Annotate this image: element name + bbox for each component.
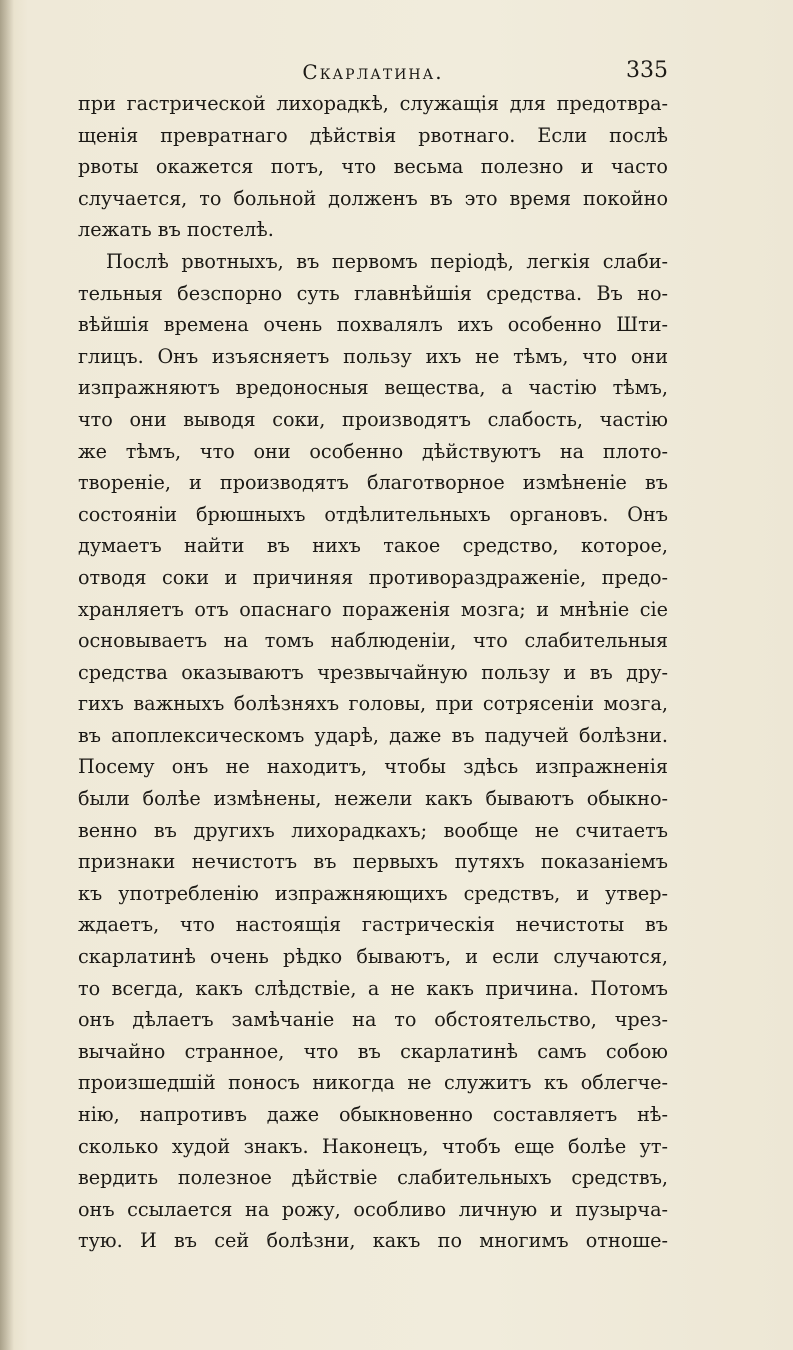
page-number: 335 [626, 58, 668, 83]
text-line: произшедшій поносъ никогда не служитъ къ облегче- [78, 1071, 668, 1095]
text-line: Посему онъ не находитъ, чтобы здѣсь изпражненія [78, 755, 668, 779]
text-line: же тѣмъ, что они особенно дѣйствуютъ на плото- [78, 439, 668, 463]
text-line: основываетъ на томъ наблюденіи, что слабительныя [78, 629, 668, 653]
text-line: случается, то больной долженъ въ это время покойно [78, 186, 668, 210]
text-line: въ апоплексическомъ ударѣ, даже въ падучей болѣзни. [78, 723, 668, 747]
running-head: Скарлатина. [302, 60, 444, 84]
text-line: онъ дѣлаетъ замѣчаніе на то обстоятельство, чрез- [78, 1008, 668, 1032]
text-line: рвоты окажется потъ, что весьма полезно и часто [78, 155, 668, 179]
text-line: ждаетъ, что настоящія гастрическія нечистоты въ [78, 913, 668, 937]
text-line: то всегда, какъ слѣдствіе, а не какъ причина. Потомъ [78, 976, 668, 1000]
page-header [78, 60, 668, 90]
text-line: глицъ. Онъ изъясняетъ пользу ихъ не тѣмъ, что они [78, 344, 668, 368]
text-line: онъ ссылается на рожу, особливо личную и пузырча- [78, 1197, 668, 1221]
text-line: средства оказываютъ чрезвычайную пользу и въ дру- [78, 660, 668, 684]
body-text [78, 88, 668, 1257]
text-line: вердить полезное дѣйствіе слабительныхъ средствъ, [78, 1166, 668, 1190]
text-line: лежать въ постелѣ. [78, 218, 274, 242]
text-line: венно въ другихъ лихорадкахъ; вообще не считаетъ [78, 818, 668, 842]
text-line: скарлатинѣ очень рѣдко бываютъ, и если случаются, [78, 945, 668, 969]
text-line: изпражняютъ вредоносныя вещества, а частію тѣмъ, [78, 376, 668, 400]
text-line: признаки нечистотъ въ первыхъ путяхъ показаніемъ [78, 850, 668, 874]
text-line: тую. И въ сей болѣзни, какъ по многимъ отноше- [78, 1229, 668, 1253]
text-line: къ употребленію изпражняющихъ средствъ, и утвер- [78, 881, 668, 905]
binding-shadow [0, 0, 14, 1350]
text-line: вѣйшія времена очень похвалялъ ихъ особенно Шти- [78, 313, 668, 337]
text-line: при гастрической лихорадкѣ, служащія для предотвра- [78, 92, 668, 115]
text-line: отводя соки и причиняя противораздраженіе, предо- [78, 565, 668, 589]
text-line: щенія превратнаго дѣйствія рвотнаго. Если послѣ [78, 123, 668, 147]
text-line: нію, напротивъ даже обыкновенно составляетъ нѣ- [78, 1103, 668, 1126]
text-line: что они выводя соки, производятъ слабость, частію [78, 407, 668, 431]
text-line: твореніе, и производятъ благотворное измѣненіе въ [78, 471, 668, 495]
text-line: хранляетъ отъ опаснаго пораженія мозга; и мнѣніе сіе [78, 597, 668, 621]
text-line: Послѣ рвотныхъ, въ первомъ періодѣ, легкія слаби- [106, 249, 668, 273]
text-line: состояніи брюшныхъ отдѣлительныхъ органовъ. Онъ [78, 502, 668, 526]
text-line: тельныя безспорно суть главнѣйшія средства. Въ но- [78, 281, 668, 305]
text-line: вычайно странное, что въ скарлатинѣ самъ собою [78, 1039, 668, 1063]
text-line: сколько худой знакъ. Наконецъ, чтобъ еще болѣе ут- [78, 1134, 668, 1158]
text-line: были болѣе измѣнены, нежели какъ бываютъ обыкно- [78, 787, 668, 811]
text-line: думаетъ найти въ нихъ такое средство, которое, [78, 534, 668, 558]
text-line: гихъ важныхъ болѣзняхъ головы, при сотрясеніи мозга, [78, 692, 668, 716]
